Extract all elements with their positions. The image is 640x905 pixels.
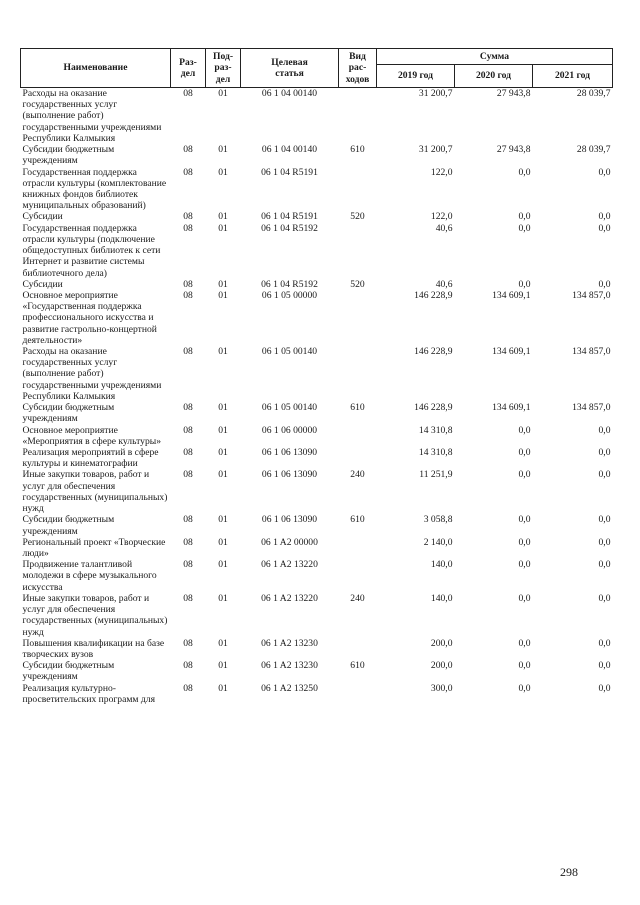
row-sum-2021: 0,0 [598, 424, 611, 436]
row-expense-type [339, 223, 377, 279]
row-podrazdel: 01 [218, 682, 228, 694]
row-podrazdel: 01 [218, 222, 228, 234]
row-target-article: 06 1 A2 00000 [261, 536, 318, 548]
table-header [21, 49, 613, 88]
row-target-article: 06 1 04 R5192 [261, 222, 318, 234]
row-target-article: 06 1 04 R5191 [261, 166, 318, 178]
row-target-article: 06 1 06 00000 [261, 424, 318, 436]
row-podrazdel: 01 [218, 402, 228, 414]
table-row [21, 514, 613, 536]
table-row [21, 469, 613, 514]
row-sum-2021: 28 039,7 [576, 88, 611, 99]
row-expense-type: 240 [350, 469, 365, 481]
row-razdel: 08 [183, 166, 193, 178]
row-sum-2021: 0,0 [598, 682, 611, 694]
table-body [21, 88, 613, 706]
budget-table [20, 48, 613, 705]
row-razdel: 08 [183, 469, 193, 481]
row-sum-2019: 200,0 [430, 637, 453, 649]
row-sum-2019: 31 200,7 [418, 144, 453, 156]
row-razdel: 08 [183, 447, 193, 458]
row-sum-2021: 0,0 [598, 559, 611, 571]
row-expense-type [339, 559, 377, 593]
row-razdel: 08 [183, 211, 193, 223]
table-row [21, 638, 613, 660]
row-sum-2020: 27 943,8 [496, 88, 531, 99]
row-sum-2020: 0,0 [518, 559, 531, 571]
row-sum-2019: 146 228,9 [414, 289, 453, 301]
table-row [21, 559, 613, 593]
table-row [21, 211, 613, 222]
row-sum-2020: 0,0 [518, 536, 531, 548]
row-podrazdel: 01 [218, 166, 228, 178]
row-podrazdel: 01 [218, 592, 228, 604]
row-razdel: 08 [183, 289, 193, 301]
row-podrazdel: 01 [218, 514, 228, 526]
table-row [21, 683, 613, 705]
row-name: Региональный проект «Творческие люди» [22, 536, 166, 559]
row-sum-2021: 134 857,0 [572, 402, 611, 414]
row-expense-type [339, 425, 377, 447]
row-sum-2019: 11 251,9 [419, 469, 453, 481]
row-sum-2019: 2 140,0 [423, 536, 453, 548]
table-row [21, 223, 613, 279]
row-name: Реализация мероприятий в сфере культуры и кинематографии [22, 447, 159, 470]
row-podrazdel: 01 [218, 447, 228, 458]
table-row [21, 593, 613, 638]
row-podrazdel: 01 [218, 278, 228, 290]
row-podrazdel: 01 [218, 469, 228, 481]
row-target-article: 06 1 06 13090 [261, 469, 318, 481]
row-podrazdel: 01 [218, 144, 228, 156]
row-sum-2020: 0,0 [518, 278, 531, 290]
row-target-article: 06 1 06 13090 [261, 447, 318, 458]
row-razdel: 08 [183, 536, 193, 548]
header-year-2020: 2020 год [455, 65, 533, 88]
row-sum-2019: 122,0 [430, 166, 453, 178]
table-row [21, 290, 613, 346]
row-podrazdel: 01 [218, 637, 228, 649]
table-row [21, 144, 613, 166]
row-name: Субсидии [22, 278, 63, 290]
row-target-article: 06 1 05 00000 [261, 289, 318, 301]
row-sum-2021: 0,0 [598, 166, 611, 178]
row-expense-type [339, 447, 377, 469]
table-row [21, 402, 613, 424]
table-row [21, 425, 613, 447]
row-sum-2020: 134 609,1 [492, 346, 531, 358]
row-target-article: 06 1 06 13090 [261, 514, 318, 526]
row-name: Иные закупки товаров, работ и услуг для обеспечения государственных (муниципальных) нужд [22, 469, 168, 515]
row-name: Государственная поддержка отрасли культуры (комплектование книжных фондов библиотек муниципальных образований) [22, 166, 167, 212]
table-row [21, 346, 613, 402]
row-target-article: 06 1 04 R5192 [261, 278, 318, 290]
row-name: Основное мероприятие «Мероприятия в сфере культуры» [22, 424, 161, 447]
row-expense-type: 610 [350, 514, 365, 526]
row-expense-type: 520 [350, 278, 365, 290]
header-name: Наименование [21, 49, 171, 88]
row-expense-type [339, 683, 377, 705]
row-sum-2020: 0,0 [518, 660, 531, 672]
row-podrazdel: 01 [218, 211, 228, 223]
row-target-article: 06 1 05 00140 [261, 402, 318, 414]
row-expense-type [339, 346, 377, 402]
row-target-article: 06 1 04 R5191 [261, 211, 318, 223]
row-target-article: 06 1 04 00140 [261, 144, 318, 156]
row-sum-2021: 134 857,0 [572, 289, 611, 301]
row-sum-2019: 200,0 [430, 660, 453, 672]
row-sum-2021: 0,0 [598, 222, 611, 234]
row-sum-2021: 0,0 [598, 447, 611, 458]
row-expense-type: 520 [350, 211, 365, 223]
row-expense-type: 610 [350, 660, 365, 672]
header-summa: Сумма [377, 49, 613, 65]
header-podrazdel: Под- раз- дел [206, 49, 241, 88]
row-target-article: 06 1 A2 13230 [261, 637, 318, 649]
table-row [21, 537, 613, 559]
row-expense-type: 240 [350, 592, 365, 604]
row-sum-2019: 40,6 [435, 222, 453, 234]
row-expense-type: 610 [350, 402, 365, 414]
row-razdel: 08 [183, 682, 193, 694]
row-sum-2020: 0,0 [518, 424, 531, 436]
row-sum-2020: 0,0 [518, 447, 531, 458]
table-row [21, 660, 613, 682]
row-sum-2021: 0,0 [598, 278, 611, 290]
row-razdel: 08 [183, 88, 193, 99]
row-sum-2020: 0,0 [518, 592, 531, 604]
row-sum-2021: 0,0 [598, 469, 611, 481]
row-razdel: 08 [183, 222, 193, 234]
row-sum-2019: 3 058,8 [423, 514, 453, 526]
row-sum-2020: 0,0 [518, 222, 531, 234]
header-razdel: Раз- дел [171, 49, 206, 88]
row-sum-2021: 0,0 [598, 211, 611, 223]
row-sum-2019: 14 310,8 [418, 424, 453, 436]
row-razdel: 08 [183, 514, 193, 526]
row-name: Государственная поддержка отрасли культуры (подключение общедоступных библиотек к сети Интернет и развитие системы библиотечного дела) [22, 222, 161, 279]
header-statya: Целевая статья [241, 49, 339, 88]
row-name: Продвижение талантливой молодежи в сфере музыкального искусства [22, 559, 157, 593]
row-name: Субсидии бюджетным учреждениям [22, 660, 115, 683]
row-target-article: 06 1 A2 13220 [261, 559, 318, 571]
row-sum-2020: 134 609,1 [492, 289, 531, 301]
row-sum-2021: 0,0 [598, 514, 611, 526]
row-razdel: 08 [183, 346, 193, 358]
table-row [21, 447, 613, 469]
row-sum-2019: 140,0 [430, 559, 453, 571]
row-podrazdel: 01 [218, 536, 228, 548]
row-podrazdel: 01 [218, 88, 228, 99]
row-razdel: 08 [183, 278, 193, 290]
header-year-2021: 2021 год [533, 65, 613, 88]
row-sum-2019: 31 200,7 [418, 88, 453, 99]
header-year-2019: 2019 год [377, 65, 455, 88]
row-sum-2019: 40,6 [435, 278, 453, 290]
row-sum-2021: 134 857,0 [572, 346, 611, 358]
table-row [21, 88, 613, 145]
row-razdel: 08 [183, 592, 193, 604]
row-sum-2021: 0,0 [598, 660, 611, 672]
row-sum-2020: 0,0 [518, 166, 531, 178]
row-razdel: 08 [183, 660, 193, 672]
row-podrazdel: 01 [218, 559, 228, 571]
row-target-article: 06 1 05 00140 [261, 346, 318, 358]
row-name: Субсидии бюджетным учреждениям [22, 514, 115, 537]
row-razdel: 08 [183, 559, 193, 571]
row-expense-type [339, 638, 377, 660]
row-sum-2019: 300,0 [430, 682, 453, 694]
row-sum-2019: 140,0 [430, 592, 453, 604]
row-target-article: 06 1 A2 13220 [261, 592, 318, 604]
row-target-article: 06 1 A2 13230 [261, 660, 318, 672]
header-vid: Вид рас- ходов [339, 49, 377, 88]
row-sum-2020: 0,0 [518, 469, 531, 481]
row-sum-2019: 146 228,9 [414, 402, 453, 414]
row-target-article: 06 1 04 00140 [261, 88, 318, 99]
row-name: Субсидии [22, 211, 63, 223]
table-row [21, 279, 613, 290]
row-razdel: 08 [183, 402, 193, 414]
row-expense-type [339, 290, 377, 346]
row-name: Субсидии бюджетным учреждениям [22, 402, 115, 425]
row-razdel: 08 [183, 424, 193, 436]
row-podrazdel: 01 [218, 424, 228, 436]
row-name: Расходы на оказание государственных услуг (выполнение работ) государственными учреждениями Республики Калмыкия [22, 88, 162, 144]
row-sum-2019: 146 228,9 [414, 346, 453, 358]
row-expense-type [339, 537, 377, 559]
row-podrazdel: 01 [218, 346, 228, 358]
row-sum-2020: 0,0 [518, 637, 531, 649]
row-name: Расходы на оказание государственных услуг (выполнение работ) государственными учреждениями Республики Калмыкия [22, 346, 162, 402]
row-sum-2019: 122,0 [430, 211, 453, 223]
table-row [21, 167, 613, 212]
row-name: Иные закупки товаров, работ и услуг для обеспечения государственных (муниципальных) нужд [22, 592, 168, 638]
row-sum-2020: 0,0 [518, 682, 531, 694]
row-sum-2020: 0,0 [518, 514, 531, 526]
row-sum-2021: 28 039,7 [576, 144, 611, 156]
row-razdel: 08 [183, 637, 193, 649]
row-name: Субсидии бюджетным учреждениям [22, 144, 115, 167]
row-name: Основное мероприятие «Государственная поддержка профессионального искусства и развитие гастрольно-концертной деятельности» [22, 289, 157, 346]
row-name: Повышения квалификации на базе творческих вузов [22, 637, 165, 660]
page-number: 298 [560, 865, 578, 879]
row-sum-2021: 0,0 [598, 592, 611, 604]
row-sum-2021: 0,0 [598, 637, 611, 649]
row-expense-type [339, 167, 377, 212]
row-sum-2021: 0,0 [598, 536, 611, 548]
row-sum-2019: 14 310,8 [418, 447, 453, 458]
row-razdel: 08 [183, 144, 193, 156]
row-sum-2020: 27 943,8 [496, 144, 531, 156]
row-expense-type [339, 88, 377, 145]
row-podrazdel: 01 [218, 660, 228, 672]
row-name: Реализация культурно-просветительских программ для [22, 682, 155, 705]
row-podrazdel: 01 [218, 289, 228, 301]
row-sum-2020: 0,0 [518, 211, 531, 223]
row-target-article: 06 1 A2 13250 [261, 682, 318, 694]
row-expense-type: 610 [350, 144, 365, 156]
row-sum-2020: 134 609,1 [492, 402, 531, 414]
